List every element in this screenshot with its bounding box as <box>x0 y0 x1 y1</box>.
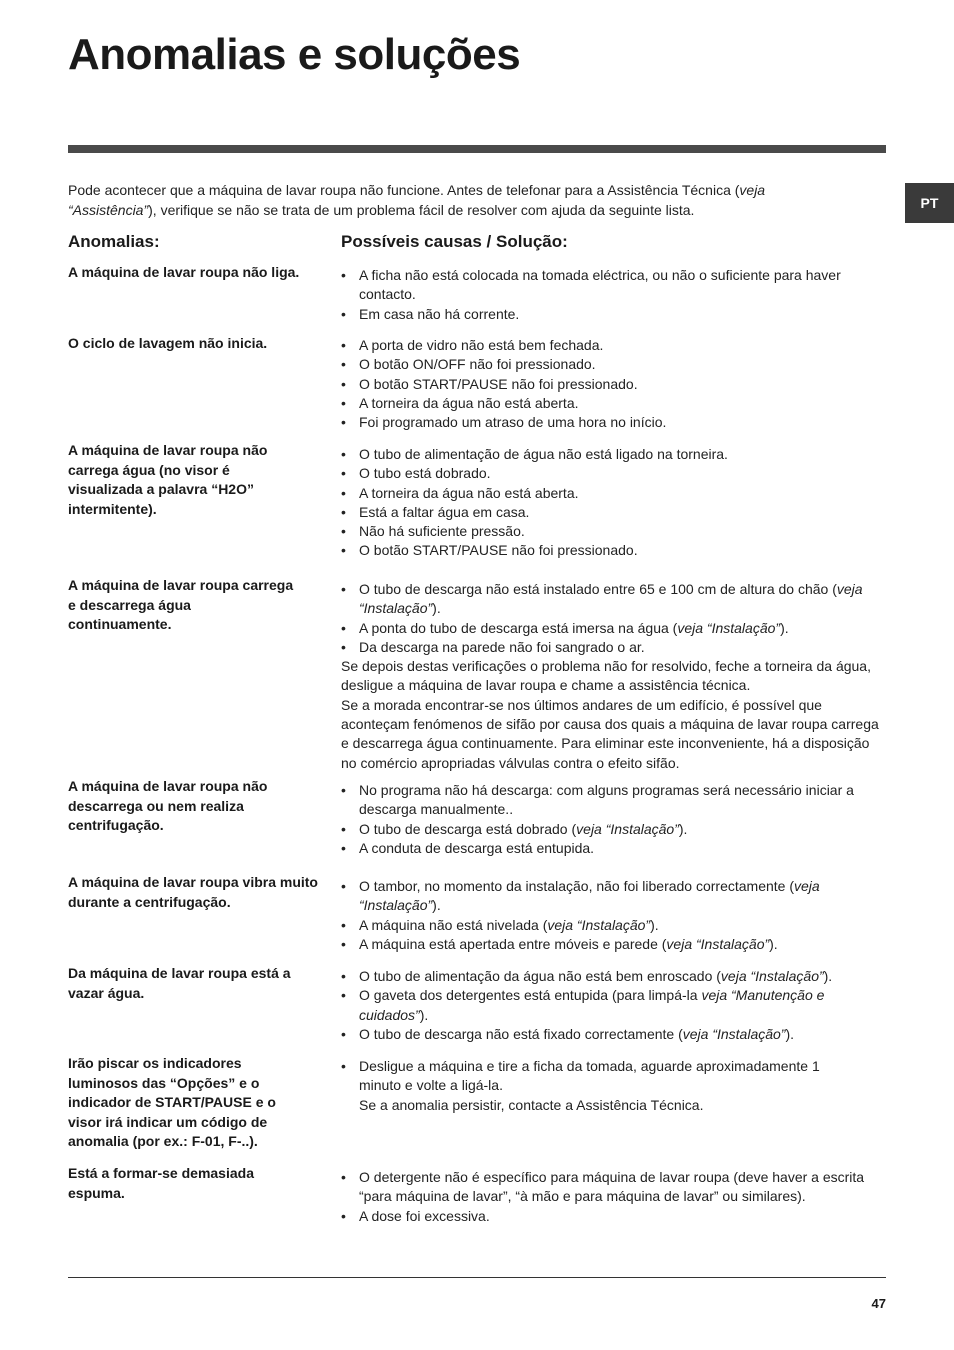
list-item: • A torneira da água não está aberta. <box>341 394 886 413</box>
solution-list <box>341 967 886 1044</box>
note-paragraph: Se a morada encontrar-se nos últimos andares de um edifício, é possível que aconteçam fenómenos de sifão por causa dos quais a máquina de lavar roupa carrega e descarrega água continuamente. Para eliminar este inconveniente, há a disposição no comércio apropriadas válvulas contra o efeito sifão. <box>341 696 879 771</box>
solution-list <box>341 1168 886 1226</box>
list-item: • A ficha não está colocada na tomada eléctrica, ou não o suficiente para haver contacto. <box>341 267 841 303</box>
list-item: • O botão START/PAUSE não foi pressionado. <box>341 375 886 394</box>
bullet: • <box>341 968 346 984</box>
bullet: • <box>341 839 346 856</box>
bullet: • <box>341 878 346 894</box>
list-item: • Da descarga na parede não foi sangrado o ar. <box>341 638 886 657</box>
bullet: • <box>341 484 346 501</box>
anomaly-label: A máquina de lavar roupa não liga. <box>68 264 300 280</box>
bullet: • <box>341 414 346 431</box>
bullet: • <box>341 465 346 482</box>
page-number: 47 <box>871 1296 886 1311</box>
list-item: • O tubo de descarga não está instalado entre 65 e 100 cm de altura do chão (veja “Instalação”). <box>341 581 863 617</box>
bullet: • <box>341 305 346 322</box>
bullet: • <box>341 356 346 373</box>
list-item: • Não há suficiente pressão. <box>341 522 886 541</box>
cross-reference: veja “Instalação” <box>576 820 679 837</box>
list-item: • Em casa não há corrente. <box>341 305 886 324</box>
list-item: • A máquina não está nivelada (veja “Instalação”). <box>341 916 886 935</box>
cross-reference: veja “Instalação” <box>547 916 651 933</box>
footer-divider <box>68 1277 886 1278</box>
bullet: • <box>341 267 346 283</box>
list-item: • O tubo está dobrado. <box>341 464 886 483</box>
intro-text-after: ), verifique se não se trata de um problema fácil de resolver com ajuda da seguinte lista. <box>148 202 695 218</box>
solutions-header: Possíveis causas / Solução: <box>341 232 568 251</box>
anomaly-label: A máquina de lavar roupa vibra muito durante a centrifugação. <box>68 874 318 910</box>
bullet: • <box>341 542 346 559</box>
list-item: • A conduta de descarga está entupida. <box>341 839 886 858</box>
solution-list <box>341 877 886 954</box>
anomaly-label: Está a formar-se demasiada espuma. <box>68 1165 254 1201</box>
anomaly-label: Da máquina de lavar roupa está a vazar água. <box>68 965 291 1001</box>
list-item: • A porta de vidro não está bem fechada. <box>341 336 886 355</box>
bullet: • <box>341 1058 346 1074</box>
cross-reference: veja “Instalação” <box>720 968 824 984</box>
solution-list <box>341 336 886 432</box>
follow-up-text: Se a anomalia persistir, contacte a Assistência Técnica. <box>359 1096 704 1113</box>
title-divider <box>68 145 886 153</box>
bullet: • <box>341 782 346 798</box>
page-title: Anomalias e soluções <box>68 30 521 79</box>
list-item: • A dose foi excessiva. <box>341 1207 886 1226</box>
list-item: • A torneira da água não está aberta. <box>341 484 886 503</box>
cross-reference: veja “Instalação” <box>359 878 820 914</box>
anomalies-header: Anomalias: <box>68 232 160 251</box>
note-paragraph: Se depois destas verificações o problema não for resolvido, feche a torneira da água, desligue a máquina de lavar roupa e chame a assistência técnica. <box>341 658 871 694</box>
bullet: • <box>341 820 346 837</box>
list-item: • Foi programado um atraso de uma hora no início. <box>341 413 886 432</box>
bullet: • <box>341 375 346 392</box>
bullet: • <box>341 987 346 1004</box>
list-item: • O gaveta dos detergentes está entupida (para limpá-la veja “Manutenção e cuidados”). <box>341 987 825 1023</box>
bullet: • <box>341 503 346 520</box>
list-item: • O botão ON/OFF não foi pressionado. <box>341 355 886 374</box>
list-item: • Desligue a máquina e tire a ficha da tomada, aguarde aproximadamente 1 minuto e volte a ligá-la. Se a anomalia persistir, contacte a Assistência Técnica. <box>341 1058 820 1113</box>
anomaly-label: A máquina de lavar roupa não carrega água (no visor é visualizada a palavra “H2O” intermitente). <box>68 442 268 517</box>
solution-list <box>341 266 886 324</box>
list-item: • A máquina está apertada entre móveis e parede (veja “Instalação”). <box>341 935 886 954</box>
list-item: • O tubo de descarga não está fixado correctamente (veja “Instalação”). <box>341 1025 886 1044</box>
list-item: • A ponta do tubo de descarga está imersa na água (veja “Instalação”). <box>341 619 886 638</box>
bullet: • <box>341 523 346 540</box>
intro-paragraph <box>68 180 828 220</box>
solution-list <box>341 1057 841 1115</box>
bullet: • <box>341 935 346 952</box>
cross-reference: veja “Instalação” <box>677 619 781 636</box>
list-item: • O botão START/PAUSE não foi pressionado. <box>341 541 886 560</box>
anomaly-label: A máquina de lavar roupa não descarrega ou nem realiza centrifugação. <box>68 778 268 833</box>
list-item: • O detergente não é específico para máquina de lavar roupa (deve haver a escrita “para máquina de lavar”, “à mão e para máquina de lavar” ou similares). <box>341 1169 865 1205</box>
solution-list <box>341 580 886 773</box>
anomaly-label: A máquina de lavar roupa carrega e descarrega água continuamente. <box>68 577 294 632</box>
cross-reference: veja “Instalação” <box>682 1025 786 1042</box>
bullet: • <box>341 446 346 462</box>
bullet: • <box>341 638 346 655</box>
list-item: • O tubo de alimentação da água não está bem enroscado (veja “Instalação”). <box>341 967 886 986</box>
list-item: • O tubo de descarga está dobrado (veja “Instalação”). <box>341 820 886 839</box>
bullet: • <box>341 581 346 597</box>
intro-text-before: Pode acontecer que a máquina de lavar roupa não funcione. Antes de telefonar para a Assistência Técnica ( <box>68 182 740 198</box>
list-item: • O tubo de alimentação de água não está ligado na torneira. <box>341 445 886 464</box>
bullet: • <box>341 1025 346 1042</box>
solution-list <box>341 781 886 858</box>
solution-list <box>341 445 886 561</box>
cross-reference: veja “Manutenção e cuidados” <box>359 987 825 1023</box>
bullet: • <box>341 394 346 411</box>
list-item: • Está a faltar água em casa. <box>341 503 886 522</box>
bullet: • <box>341 619 346 636</box>
bullet: • <box>341 1207 346 1224</box>
list-item: • O tambor, no momento da instalação, não foi liberado correctamente (veja “Instalação”). <box>341 878 820 914</box>
bullet: • <box>341 916 346 933</box>
bullet: • <box>341 337 346 353</box>
anomaly-label: O ciclo de lavagem não inicia. <box>68 335 268 351</box>
bullet: • <box>341 1169 346 1185</box>
anomaly-label: Irão piscar os indicadores luminosos das “Opções” e o indicador de START/PAUSE e o visor irá indicar um código de anomalia (por ex.: F-01, F-..). <box>68 1055 276 1149</box>
cross-reference: veja “Instalação” <box>359 581 863 617</box>
list-item: • No programa não há descarga: com alguns programas será necessário iniciar a descarga manualmente.. <box>341 782 854 818</box>
cross-reference: veja “Instalação” <box>666 935 770 952</box>
language-tab: PT <box>905 183 954 223</box>
intro-reference: veja “Assistência” <box>68 182 766 218</box>
